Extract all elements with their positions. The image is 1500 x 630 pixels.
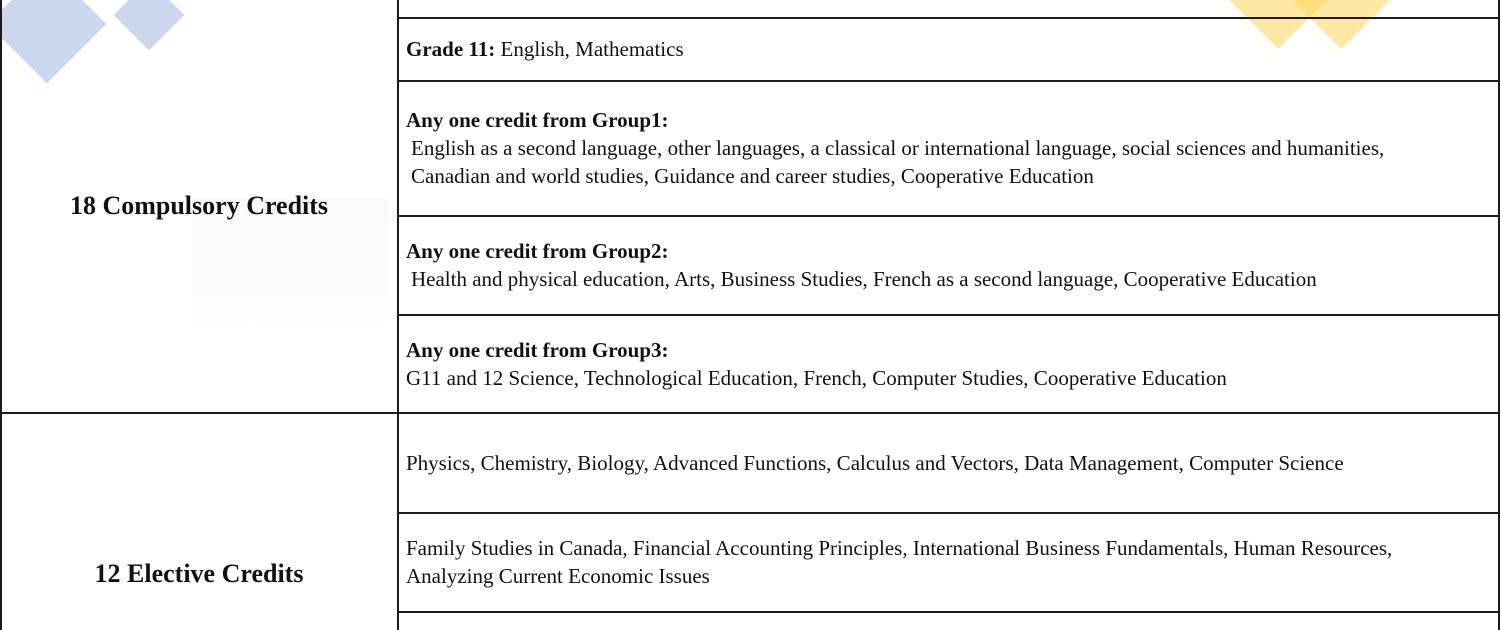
row-text: Physics, Chemistry, Biology, Advanced Functions, Calculus and Vectors, Data Management, Computer Science	[406, 450, 1344, 475]
row-heading: Any one credit from Group2:	[406, 239, 669, 263]
row-heading: Any one credit from Group3:	[406, 337, 669, 362]
row-text: Health and physical education, Arts, Business Studies, French as a second language, Cooperative Education	[411, 267, 1317, 291]
compulsory-row-group3	[406, 315, 1491, 412]
compulsory-credits-label: 18 Compulsory Credits	[69, 191, 329, 220]
row-text: English as a second language, other languages, a classical or international language, social sciences and humanities, Canadian and world studies, Guidance and career studies, Cooperative Education	[411, 136, 1385, 188]
compulsory-row-group1	[406, 81, 1491, 215]
row-text: Family Studies in Canada, Financial Accounting Principles, International Business Fundamentals, Human Resources, Analyzing Current Economic Issues	[406, 536, 1393, 588]
row-divider	[397, 611, 1500, 613]
row-heading: Grade 11:	[406, 37, 496, 61]
compulsory-row-grade11	[406, 18, 1491, 80]
compulsory-row-group2	[406, 216, 1491, 314]
elective-credits-label: 12 Elective Credits	[94, 559, 304, 588]
row-text: English, Mathematics	[495, 37, 684, 61]
elective-row-business	[406, 513, 1491, 611]
row-heading: Any one credit from Group1:	[406, 108, 669, 132]
row-text: G11 and 12 Science, Technological Education, French, Computer Studies, Cooperative Education	[406, 365, 1227, 390]
elective-row-sciences	[406, 413, 1491, 512]
